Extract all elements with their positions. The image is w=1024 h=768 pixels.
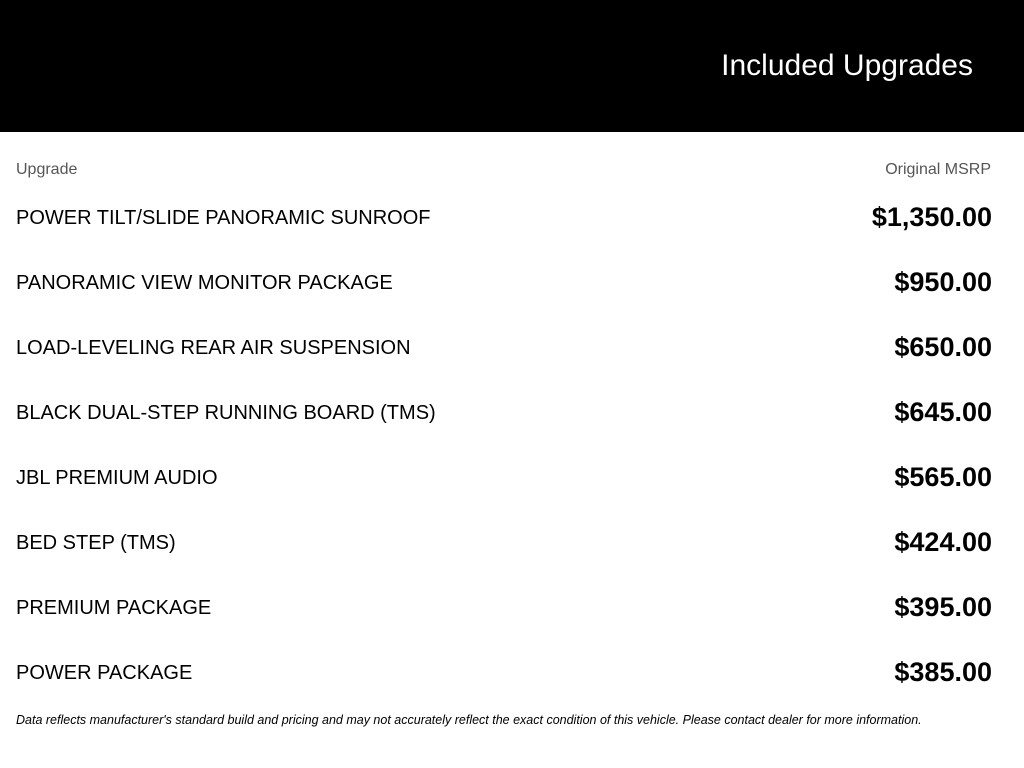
upgrade-row <box>0 315 1024 380</box>
msrp-column-header: Original MSRP <box>885 161 991 178</box>
upgrade-name: JBL PREMIUM AUDIO <box>16 467 218 489</box>
upgrade-name: PANORAMIC VIEW MONITOR PACKAGE <box>16 272 393 294</box>
upgrades-list <box>0 185 1024 705</box>
upgrade-name: LOAD-LEVELING REAR AIR SUSPENSION <box>16 337 411 359</box>
upgrade-price: $385.00 <box>894 657 992 687</box>
upgrade-row <box>0 380 1024 445</box>
upgrade-price: $565.00 <box>894 462 992 492</box>
upgrade-price: $395.00 <box>894 592 992 622</box>
upgrade-price: $645.00 <box>894 397 992 427</box>
upgrade-row <box>0 510 1024 575</box>
upgrade-row <box>0 640 1024 705</box>
upgrade-name: POWER TILT/SLIDE PANORAMIC SUNROOF <box>16 207 431 229</box>
upgrade-price: $1,350.00 <box>871 202 992 232</box>
upgrade-row <box>0 445 1024 510</box>
upgrade-name: BED STEP (TMS) <box>16 532 176 554</box>
upgrade-row <box>0 250 1024 315</box>
upgrade-row <box>0 185 1024 250</box>
upgrade-name: POWER PACKAGE <box>16 662 193 684</box>
upgrade-row <box>0 575 1024 640</box>
page-title: Included Upgrades <box>721 49 973 82</box>
upgrade-price: $650.00 <box>894 332 992 362</box>
upgrade-name: PREMIUM PACKAGE <box>16 597 212 619</box>
disclaimer-text: Data reflects manufacturer's standard build and pricing and may not accurately reflect the exact condition of this vehicle. Please contact dealer for more information. <box>16 713 922 727</box>
upgrade-price: $950.00 <box>894 267 992 297</box>
upgrade-column-header: Upgrade <box>16 161 78 178</box>
upgrade-name: BLACK DUAL-STEP RUNNING BOARD (TMS) <box>16 402 436 424</box>
header-banner <box>0 0 1024 132</box>
upgrade-price: $424.00 <box>894 527 992 557</box>
